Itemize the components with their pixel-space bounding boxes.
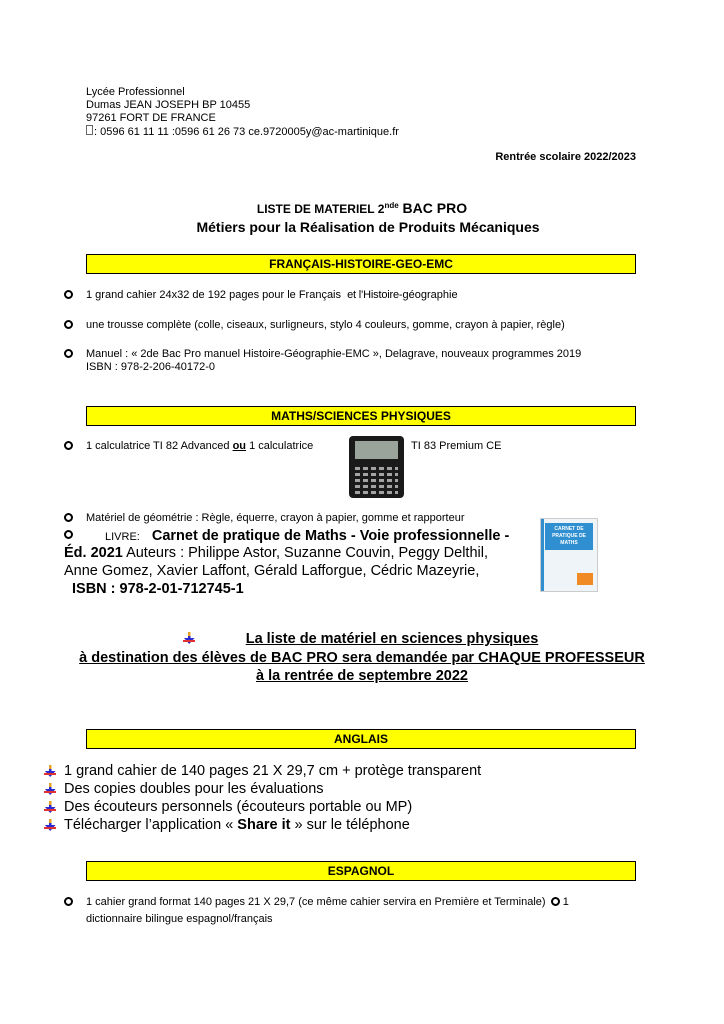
item-text: 1 cahier grand format 140 pages 21 X 29,7 (ce même cahier servira en Première et Terminale) bbox=[86, 896, 546, 908]
section-maths: MATHS/SCIENCES PHYSIQUES bbox=[86, 406, 636, 426]
sciences-note-3 bbox=[0, 668, 724, 684]
maths-livre-isbn: ISBN : 978-2-01-712745-1 bbox=[72, 581, 244, 597]
francais-item bbox=[86, 289, 458, 301]
phone-icon bbox=[86, 125, 93, 135]
title-sup: nde bbox=[384, 201, 399, 210]
item-text: -géographie bbox=[398, 289, 458, 301]
item-text: 1 bbox=[559, 896, 569, 908]
subtitle: Métiers pour la Réalisation de Produits Mécaniques bbox=[196, 219, 540, 235]
maths-geometry: Matériel de géométrie : Règle, équerre, crayon à papier, gomme et rapporteur bbox=[86, 512, 465, 524]
title-prefix: LISTE DE MATERIEL 2 bbox=[256, 202, 385, 216]
arrow-bullet-icon bbox=[44, 783, 56, 795]
section-anglais: ANGLAIS bbox=[86, 729, 636, 749]
item-text: 1 grand cahier 24x32 de 192 pages pour le Français bbox=[86, 289, 345, 301]
francais-item: Manuel : « 2de Bac Pro manuel Histoire-Géographie-EMC », Delagrave, nouveaux programmes 2019 bbox=[86, 348, 582, 360]
livre-edition: Éd. 2021 bbox=[64, 545, 123, 561]
section-espagnol: ESPAGNOL bbox=[86, 861, 636, 881]
bullet-icon bbox=[64, 441, 73, 450]
anglais-item: 1 grand cahier de 140 pages 21 X 29,7 cm + protège transparent bbox=[64, 763, 482, 779]
item-text: Télécharger l’application « bbox=[64, 817, 238, 833]
arrow-bullet-icon bbox=[44, 801, 56, 813]
anglais-item: Des copies doubles pour les évaluations bbox=[64, 781, 324, 797]
book-cover-title: CARNET DE PRATIQUE DE MATHS bbox=[545, 523, 593, 550]
note-text: à destination des élèves de BAC PRO sera demandée par CHAQUE PROFESSEUR bbox=[79, 650, 645, 666]
item-text: » sur le téléphone bbox=[290, 817, 410, 833]
bullet-icon bbox=[64, 349, 73, 358]
item-text: 1 calculatrice bbox=[246, 440, 314, 452]
espagnol-item bbox=[86, 896, 569, 908]
bullet-icon bbox=[64, 897, 73, 906]
bullet-icon bbox=[64, 290, 73, 299]
note-text: à la rentrée de septembre 2022 bbox=[256, 668, 468, 684]
school-address: Dumas JEAN JOSEPH BP 10455 bbox=[86, 99, 251, 111]
maths-livre-authors: Anne Gomez, Xavier Laffont, Gérald Lafforgue, Cédric Mazeyrie, bbox=[64, 563, 480, 579]
maths-calc bbox=[86, 440, 313, 452]
bullet-icon bbox=[551, 897, 560, 906]
maths-calc-model: TI 83 Premium CE bbox=[411, 440, 502, 452]
note-text: La liste de matériel en sciences physiques bbox=[245, 631, 539, 647]
maths-livre bbox=[105, 527, 509, 545]
sciences-note-2 bbox=[0, 650, 724, 666]
arrow-bullet-icon bbox=[44, 765, 56, 777]
livre-title: Carnet de pratique de Maths - Voie professionnelle - bbox=[151, 528, 510, 544]
espagnol-item-cont: dictionnaire bilingue espagnol/français bbox=[86, 913, 273, 925]
anglais-item: Des écouteurs personnels (écouteurs portable ou MP) bbox=[64, 799, 413, 815]
sciences-note-1 bbox=[0, 631, 724, 647]
anglais-item bbox=[64, 817, 410, 833]
livre-label: LIVRE: bbox=[105, 531, 140, 543]
list-title bbox=[0, 200, 724, 216]
item-text: ou bbox=[232, 440, 247, 452]
school-contact bbox=[86, 125, 399, 138]
bullet-icon bbox=[64, 513, 73, 522]
bullet-icon bbox=[64, 530, 73, 539]
arrow-bullet-icon bbox=[44, 819, 56, 831]
book-cover-image bbox=[540, 518, 598, 592]
contact-text: : 0596 61 11 11 :0596 61 26 73 ce.9720005y@ac-martinique.fr bbox=[94, 126, 399, 138]
school-year: Rentrée scolaire 2022/2023 bbox=[495, 151, 636, 163]
maths-livre-ed bbox=[64, 545, 488, 561]
bullet-icon bbox=[64, 320, 73, 329]
calculator-image bbox=[349, 436, 404, 498]
item-text: et l’Histoire bbox=[347, 289, 399, 301]
title-suffix: BAC PRO bbox=[398, 200, 468, 216]
item-text: Share it bbox=[237, 817, 291, 833]
school-city: 97261 FORT DE FRANCE bbox=[86, 112, 216, 124]
francais-isbn: ISBN : 978-2-206-40172-0 bbox=[86, 361, 216, 373]
section-francais: FRANÇAIS-HISTOIRE-GEO-EMC bbox=[86, 254, 636, 274]
francais-item: une trousse complète (colle, ciseaux, surligneurs, stylo 4 couleurs, gomme, crayon à papier, règle) bbox=[86, 319, 565, 331]
livre-authors: Auteurs : Philippe Astor, Suzanne Couvin, Peggy Delthil, bbox=[122, 545, 488, 561]
school-name: Lycée Professionnel bbox=[86, 86, 185, 98]
item-text: 1 calculatrice TI 82 Advanced bbox=[86, 440, 233, 452]
